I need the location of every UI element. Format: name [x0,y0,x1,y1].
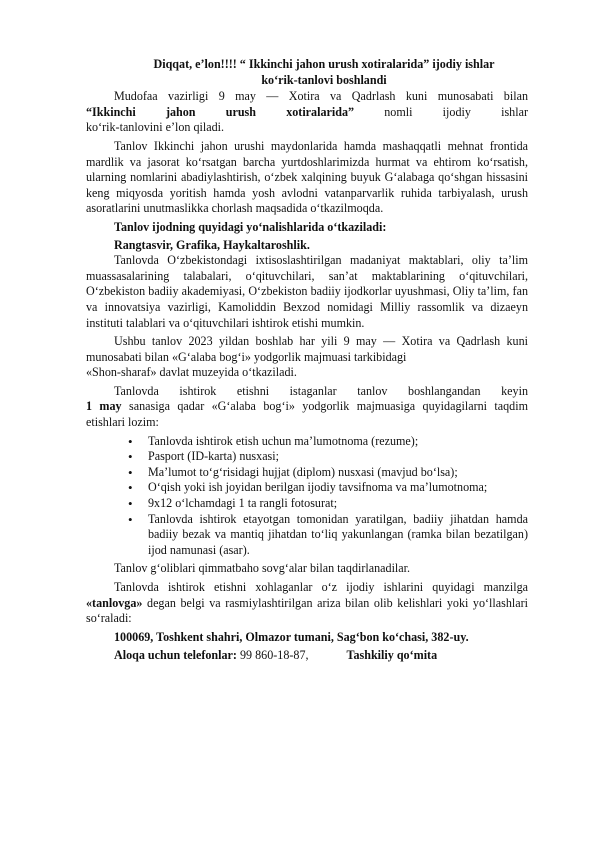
address: 100069, Toshkent shahri, Olmazor tumani, Sag‘bon ko‘chasi, 382-uy. [114,629,469,644]
bullet-icon: • [128,480,133,496]
requirement-item: • O‘qish yoki ish joyidan berilgan ijodiy tavsifnoma va ma’lumotnoma; [128,480,488,496]
paragraph-5-line-1: Tanlovda ishtirok etishni istaganlar tanlov boshlangandan keyin [114,383,528,398]
bullet-icon: • [128,433,133,449]
title-line-2: ko‘rik-tanlovi boshlandi [261,72,387,87]
bullet-icon: • [128,511,133,527]
announcement-title [86,57,528,88]
paragraph-4-end: «Shon-sharaf» davlat muzeyida o‘tkaziladi. [86,365,297,380]
title-line-1: Diqqat, e’lon!!!! “ Ikkinchi jahon urush xotiralarida” ijodiy ishlar [153,57,495,71]
label-tanlovga: «tanlovga» [86,595,143,610]
announcement-body [86,57,528,664]
requirement-item: • 9x12 o‘lchamdagi 1 ta rangli fotosurat; [128,496,338,512]
bullet-icon: • [128,464,133,480]
directions-heading: Tanlov ijodning quyidagi yo‘nalishlarida o‘tkaziladi: [114,219,387,234]
contest-name: “Ikkinchi jahon urush xotiralarida” [86,104,355,119]
contact-phone: 99 860-18-87, [236,648,309,663]
requirement-item: • Pasport (ID-karta) nusxasi; [128,449,279,465]
directions-list: Rangtasvir, Grafika, Haykaltaroshlik. [114,237,310,252]
organizing-committee: Tashkiliy qo‘mita [346,648,438,663]
paragraph-1-line-2 [86,105,528,121]
paragraph-1-line-1: Mudofaa vazirligi 9 may — Xotira va Qadrlash kuni munosabati bilan [114,89,528,104]
requirement-item: • Ma’lumot to‘g‘risidagi hujjat (diplom) nusxasi (mavjud bo‘lsa); [128,464,458,480]
paragraph-6: Tanlov g‘oliblari qimmatbaho sovg‘alar bilan taqdirlanadilar. [114,561,411,576]
bullet-icon: • [128,496,133,512]
requirements-list [86,434,528,559]
paragraph-5-rest: 1 may sanasiga qadar «G‘alaba bog‘i» yodgorlik majmuasiga quyidagilarni taqdim etishlari lozim: [86,399,528,430]
bullet-icon: • [128,449,133,465]
requirement-item: • Tanlovda ishtirok etish uchun ma’lumotnoma (rezume); [128,433,419,449]
contact-label: Aloqa uchun telefonlar: [114,648,237,663]
paragraph-4: Ushbu tanlov 2023 yildan boshlab har yili 9 may — Xotira va Qadrlash kuni munosabati bilan «G‘alaba bog‘i» yodgorlik majmuasi tarkibidagi [86,334,528,364]
contact-line [86,648,528,664]
requirement-item: • Tanlovda ishtirok etayotgan tomonidan yaratilgan, badiiy jihatdan hamda badiiy bezak va mantiq jihatdan to‘liq yakunlangan (ramka bilan bezatilgan) ijod namunasi (asar). [128,511,528,557]
paragraph-1-end: ko‘rik-tanlovini e’lon qiladi. [86,120,225,135]
paragraph-1-rest: nomli ijodiy ishlar [354,104,528,119]
deadline-date: 1 may [86,399,122,414]
paragraph-3: Tanlovda O‘zbekistondagi ixtisoslashtirilgan madaniyat maktablari, oliy ta’lim muassasalarining talabalari, o‘qituvchilari, san’at maktablarining o‘qituvchilari, O‘zbekiston badiiy akademiyasi, O‘zbekiston badiiy ijodkorlar uyushmasi, Oliy ta’lim, fan va innovatsiya vazirligi, Kamoliddin Bexzod nomidagi Milliy rassomlik va dizaeyn instituti talablari va o‘qituvchilari ishtirok etishi mumkin. [86,253,528,330]
paragraph-2: Tanlov Ikkinchi jahon urushi maydonlarida hamda mashaqqatli mehnat frontida mardlik va jasorat ko‘rsatgan barcha yurtdoshlarimizda hurmat va ehtirom ko‘rsatish, ularning nomlarini abadiylashtirish, o‘zbek xalqining buyuk G‘alabaga qo‘shgan hissasini keng miqyosda yoritish hamda yosh avlodni vatanparvarlik ruhida tarbiyalash, urush asoratlarini unutmaslikka chorlash maqsadida o‘tkazilmoqda. [86,138,528,216]
paragraph-7: Tanlovda ishtirok etishni xohlaganlar o‘z ijodiy ishlarini quyidagi manzilga «tanlovga» degan belgi va rasmiylashtirilgan ariza bilan olib kelishlari yoki yo‘llashlari so‘raladi: [86,580,528,626]
